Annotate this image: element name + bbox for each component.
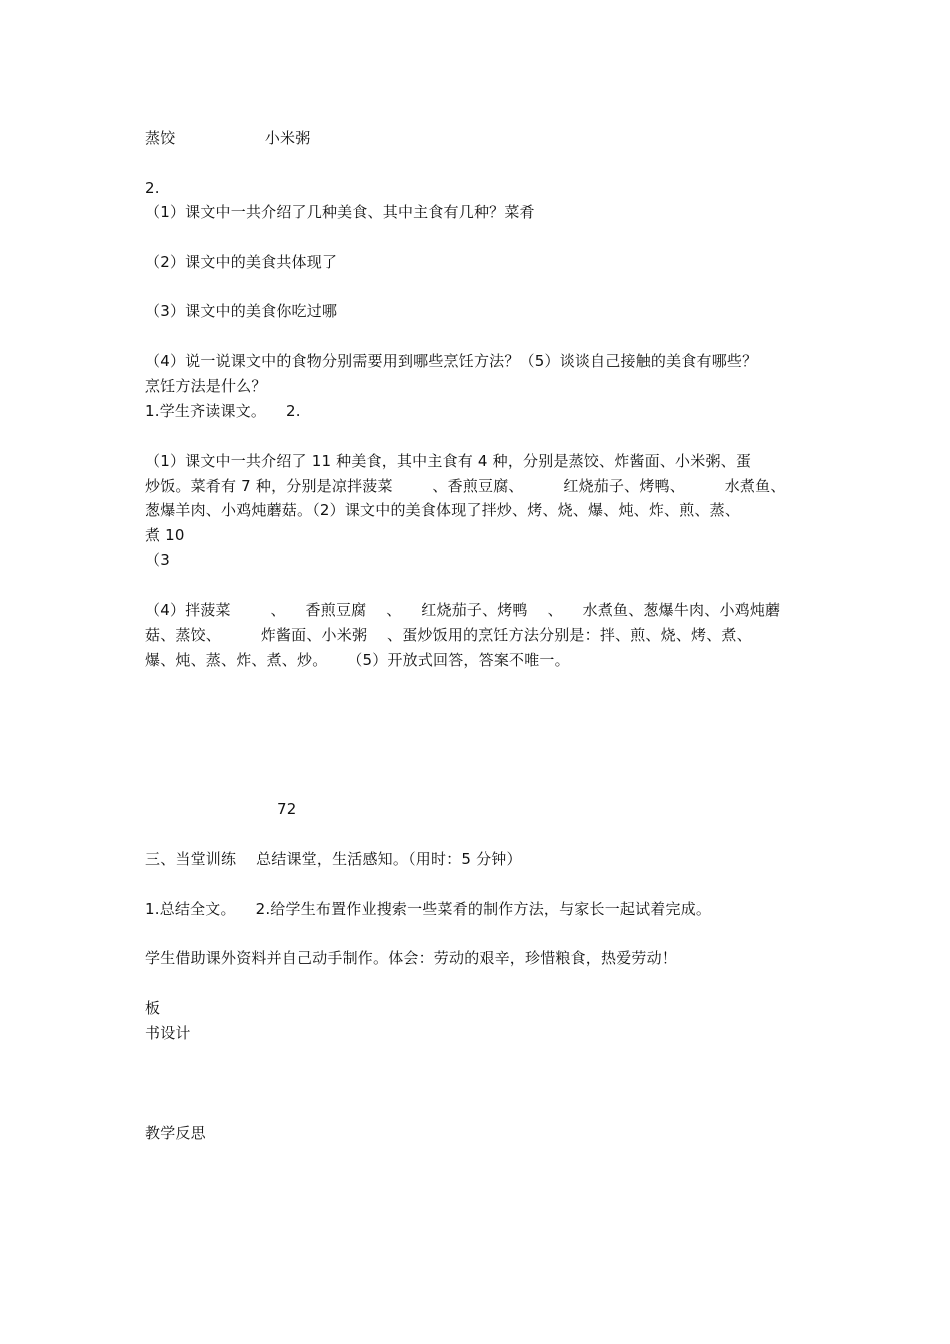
text-line-answer-4c-5: 爆、炖、蒸、炸、煮、炒。 （5）开放式回答，答案不唯一。 xyxy=(145,651,570,669)
text-line-question-5-cont: 烹饪方法是什么？ xyxy=(145,377,267,395)
text-line-section-2: 2. xyxy=(145,179,160,197)
text-line-answer-1a: （1）课文中一共介绍了 11 种美食，其中主食有 4 种，分别是蒸饺、炸酱面、小米粥、蛋 xyxy=(145,452,752,470)
text-line-answer-3: （3 xyxy=(145,551,170,569)
text-line-answer-1b: 炒饭。菜肴有 7 种，分别是凉拌菠菜 、香煎豆腐、 红烧茄子、烤鸭、 水煮鱼、 xyxy=(145,477,786,495)
page-number: 72 xyxy=(277,800,297,818)
heading-teaching-reflection: 教学反思 xyxy=(145,1124,206,1142)
text-line-summary: 1.总结全文。 2.给学生布置作业搜索一些菜肴的制作方法，与家长一起试着完成。 xyxy=(145,900,712,918)
text-line-question-1: （1）课文中一共介绍了几种美食、其中主食有几种？菜肴 xyxy=(145,203,535,221)
text-line-question-3: （3）课文中的美食你吃过哪 xyxy=(145,302,338,320)
text-line-answer-4a: （4）拌菠菜 、 香煎豆腐 、 红烧茄子、烤鸭 、 水煮鱼、葱爆牛肉、小鸡炖蘑 xyxy=(145,601,781,619)
text-line-student-reading: 1.学生齐读课文。 2. xyxy=(145,402,301,420)
text-line-student-practice: 学生借助课外资料并自己动手制作。体会：劳动的艰辛，珍惜粮食，热爱劳动！ xyxy=(145,949,678,967)
text-line-answer-4b: 菇、蒸饺、 炸酱面、小米粥 、蛋炒饭用的烹饪方法分别是：拌、煎、烧、烤、煮、 xyxy=(145,626,752,644)
section-heading-practice: 三、当堂训练 总结课堂，生活感知。（用时：5 分钟） xyxy=(145,850,522,868)
text-line-question-4-5: （4）说一说课文中的食物分别需要用到哪些烹饪方法？（5）谈谈自己接触的美食有哪些？ xyxy=(145,352,758,370)
text-line-answer-2-end: 煮 10 xyxy=(145,526,185,544)
text-line-answer-1c: 葱爆羊肉、小鸡炖蘑菇。（2）课文中的美食体现了拌炒、烤、烧、爆、炖、炸、煎、蒸、 xyxy=(145,501,741,519)
heading-board-design-1: 板 xyxy=(145,999,161,1017)
heading-board-design-2: 书设计 xyxy=(145,1024,191,1042)
text-line-food-names: 蒸饺 小米粥 xyxy=(145,129,311,147)
text-line-question-2: （2）课文中的美食共体现了 xyxy=(145,253,338,271)
